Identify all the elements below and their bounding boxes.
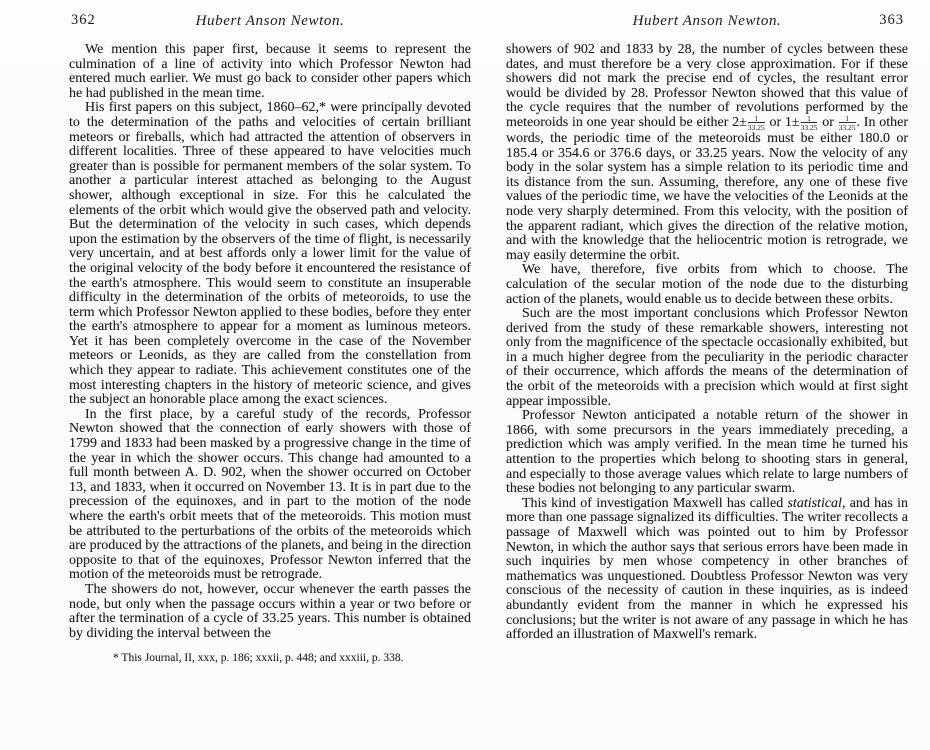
page-362 [69,12,471,665]
paragraph-text: or [818,114,838,130]
paragraph: His first papers on this subject, 1860–62,* were principally devoted to the determination of the paths and velocities of certain brilliant meteors or fireballs, which had attracted the attention of observers in different localities. Three of these appeared to have velocities much greater than is possible for permanent members of the solar system. To another a particular interest attached as belonging to the August shower, although exceptional in size. For this he calculated the elements of the orbit which would give the observed path and velocity. But the determination of the velocity in such cases, which depends upon the estimation by the observers of the time of flight, is necessarily very uncertain, and at best affords only a lower limit for the value of the original velocity of the body before it encountered the resistance of the earth's atmosphere. This would seem to constitute an insuperable difficulty in the determination of the orbits of meteoroids, to use the term which Professor Newton applied to these bodies, before they enter the earth's atmosphere to appear for a moment as luminous meteors. Yet it has been completely overcome in the case of the November meteors or Leonids, as they are called from the constellation from which they appear to radiate. This achievement constitutes one of the most interesting chapters in the history of meteoric science, and gives the subject an honorable place among the exact sciences. [69,100,471,408]
page-header [506,12,908,30]
page-363 [506,12,908,643]
fraction [839,116,856,132]
fraction-denominator: 33.25 [838,122,856,132]
paragraph: In the first place, by a careful study of the records, Professor Newton showed that the connection of early showers with those of 1799 and 1833 had been masked by a progressive change in the time of the year in which the shower occurs. This change had amounted to a full month between A. D. 902, when the shower occurred on October 13, and 1833, when it occurred on November 13. It is in part due to the precession of the equinoxes, and in part to the motion of the node where the earth's orbit meets that of the meteoroids. This motion must be attributed to the perturbations of the orbits of the meteoroids which are produced by the attractions of the planets, and being in the direction opposite to that of the equinoxes, Professor Newton inferred that the motion of the meteoroids must be retrograde. [69,406,471,583]
paragraph: We have, therefore, five orbits from which to choose. The calculation of the secular motion of the node due to the disturbing action of the planets, would enable us to decide between these orbits. [506,262,908,307]
fraction-numerator: 1 [754,114,759,124]
running-title: Hubert Anson Newton. [195,13,345,29]
page-number: 363 [879,12,904,28]
paragraph-text: or 1± [765,114,800,130]
fraction-numerator: 1 [845,114,849,124]
paragraph-text: . In other words, the periodic time of the meteoroids must be either 180.0 or 185.4 or 354.6 or 376.6 days, or 33.25 years. Now the velocity of any body in the solar system has a simple relation to its periodic time and its distance from the sun. Assuming, therefore, any one of these five values of the periodic time, we have the velocities of the Leonids at the node very sharply determined. From this velocity, with the position of the apparent radiant, which gives the direction of the relative motion, and with the knowledge that the heliocentric motion is retrograde, we may easily determine the orbit. [506,114,908,263]
paragraph-text: , and has in more than one passage signalized its difficulties. The writer recollects a passage of Maxwell which was pointed out to him by Professor Newton, in which the author says that serious errors have been made in such inquiries by men whose competency in other branches of mathematics was unquestioned. Doubtless Professor Newton was very conscious of the necessity of caution in these inquiries, as is indeed abundantly evident from the manner in which he expressed his conclusions; but the writer is not aware of any passage in which he has afforded an illustration of Maxwell's remark. [506,495,908,643]
page-body [69,43,471,641]
statistical-paragraph [506,497,908,643]
page-body [506,43,908,643]
paragraph-text: This kind of investigation Maxwell has called [522,495,788,511]
footnote: * This Journal, II, xxx, p. 186; xxxii, p. 448; and xxxiii, p. 338. [113,652,404,665]
paragraph-text: showers of 902 and 1833 by 28, the number of cycles between these dates, and must therefore be a very close approximation. For if these showers did not mark the precise end of cycles, the resultant error would be divided by 28. Professor Newton showed that this value of the cycle requires that the number of revolutions performed by the meteoroids in one year should be either 2± [506,42,908,130]
paragraph: Such are the most important conclusions which Professor Newton derived from the study of these remarkable showers, interesting not only from the magnificence of the spectacle occasionally exhibited, but in a much higher degree from the peculiarity in the periodic character of their occurrence, which affords the means of the determination of the orbit of the meteoroids with a precision which would at first sight appear impossible. [506,306,908,409]
page-number: 362 [71,12,96,28]
running-title: Hubert Anson Newton. [632,13,782,29]
paragraph: The showers do not, however, occur whenever the earth passes the node, but only when the passage occurs within a year or two before or after the termination of a cycle of 33.25 years. This number is obtained by dividing the interval between the [69,581,471,641]
fraction-denominator: 33.25 [800,122,818,132]
page-header [69,12,471,30]
statistical-emphasis: statistical [787,495,842,511]
fraction-numerator: 1 [807,114,811,124]
paragraph: Professor Newton anticipated a notable return of the shower in 1866, with some precursors in the years immediately preceding, a prediction which was amply verified. In the mean time he turned his attention to the properties which belong to shooting stars in general, and especially to those average values which relate to large numbers of these bodies not belonging to any particular swarm. [506,408,908,497]
fraction [801,116,818,132]
fraction [748,116,765,132]
continuation-paragraph [506,43,908,263]
fraction-denominator: 33.25 [747,122,765,132]
paragraph: We mention this paper first, because it seems to represent the culmination of a line of activity into which Professor Newton had entered much earlier. We must go back to consider other papers which he had published in the mean time. [69,42,471,101]
